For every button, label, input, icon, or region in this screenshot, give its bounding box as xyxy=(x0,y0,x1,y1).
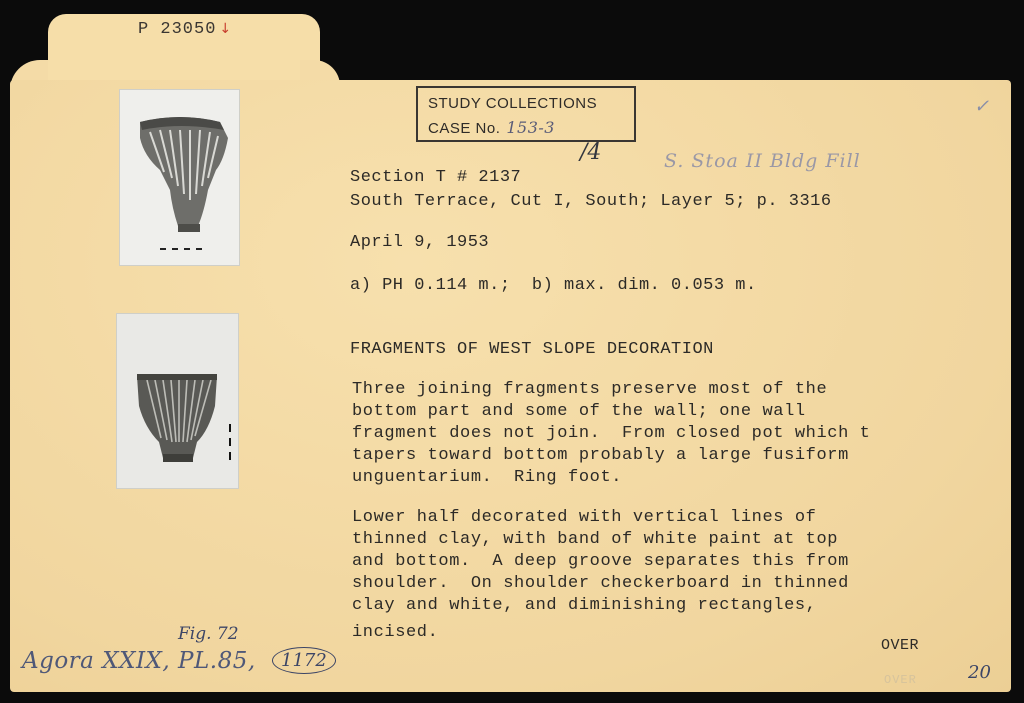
section-number: Section T # 2137 xyxy=(350,168,522,187)
over-label-ghost: OVER xyxy=(884,673,917,687)
stamp-case-line xyxy=(428,118,555,137)
description-line: Three joining fragments preserve most of the xyxy=(352,380,828,399)
catalog-number xyxy=(138,20,232,39)
description-line: bottom part and some of the wall; one wall xyxy=(352,402,806,421)
description-line: fragment does not join. From closed pot which t xyxy=(352,424,871,443)
handwritten-circled-number: 1172 xyxy=(272,647,336,674)
over-label: OVER xyxy=(881,637,920,654)
stamp-heading: STUDY COLLECTIONS xyxy=(428,95,598,112)
stamp-case-number: 153-3 xyxy=(506,118,555,137)
description-line: tapers toward bottom probably a large fusiform xyxy=(352,446,849,465)
find-date: April 9, 1953 xyxy=(350,233,490,252)
decoration-paragraph xyxy=(352,508,849,645)
decoration-line: and bottom. A deep groove separates this from xyxy=(352,552,849,571)
decoration-line: thinned clay, with band of white paint at top xyxy=(352,530,839,549)
handwritten-figure-ref: Fig. 72 xyxy=(178,624,239,644)
handwritten-publication-ref: Agora XXIX, PL.85, xyxy=(22,648,256,674)
description-line: unguentarium. Ring foot. xyxy=(352,468,623,487)
decoration-line: Lower half decorated with vertical lines of xyxy=(352,508,817,527)
decoration-line: clay and white, and diminishing rectangles, xyxy=(352,596,817,615)
description-paragraph xyxy=(352,380,870,490)
fragment-photo-front xyxy=(116,313,239,489)
fragment-photo-side xyxy=(119,89,240,266)
dimensions: a) PH 0.114 m.; b) max. dim. 0.053 m. xyxy=(350,276,757,295)
decoration-line: shoulder. On shoulder checkerboard in thinned xyxy=(352,574,849,593)
red-tick-mark: ↓ xyxy=(219,21,233,37)
handwritten-location-note: S. Stoa II Bldg Fill xyxy=(664,150,861,172)
stamp-case-label: CASE No. xyxy=(428,120,501,137)
fragment-front-image xyxy=(117,314,238,488)
catalog-number-text: P 23050 xyxy=(138,20,217,39)
check-mark-icon: ✓ xyxy=(974,96,990,117)
object-title: FRAGMENTS OF WEST SLOPE DECORATION xyxy=(350,340,714,359)
handwritten-fraction: /4 xyxy=(580,140,602,165)
find-context: South Terrace, Cut I, South; Layer 5; p. 3316 xyxy=(350,192,832,211)
decoration-line: incised. xyxy=(352,623,439,642)
study-collections-stamp xyxy=(416,86,636,142)
fragment-side-image xyxy=(120,90,239,265)
handwritten-corner-mark: 20 xyxy=(968,662,991,683)
